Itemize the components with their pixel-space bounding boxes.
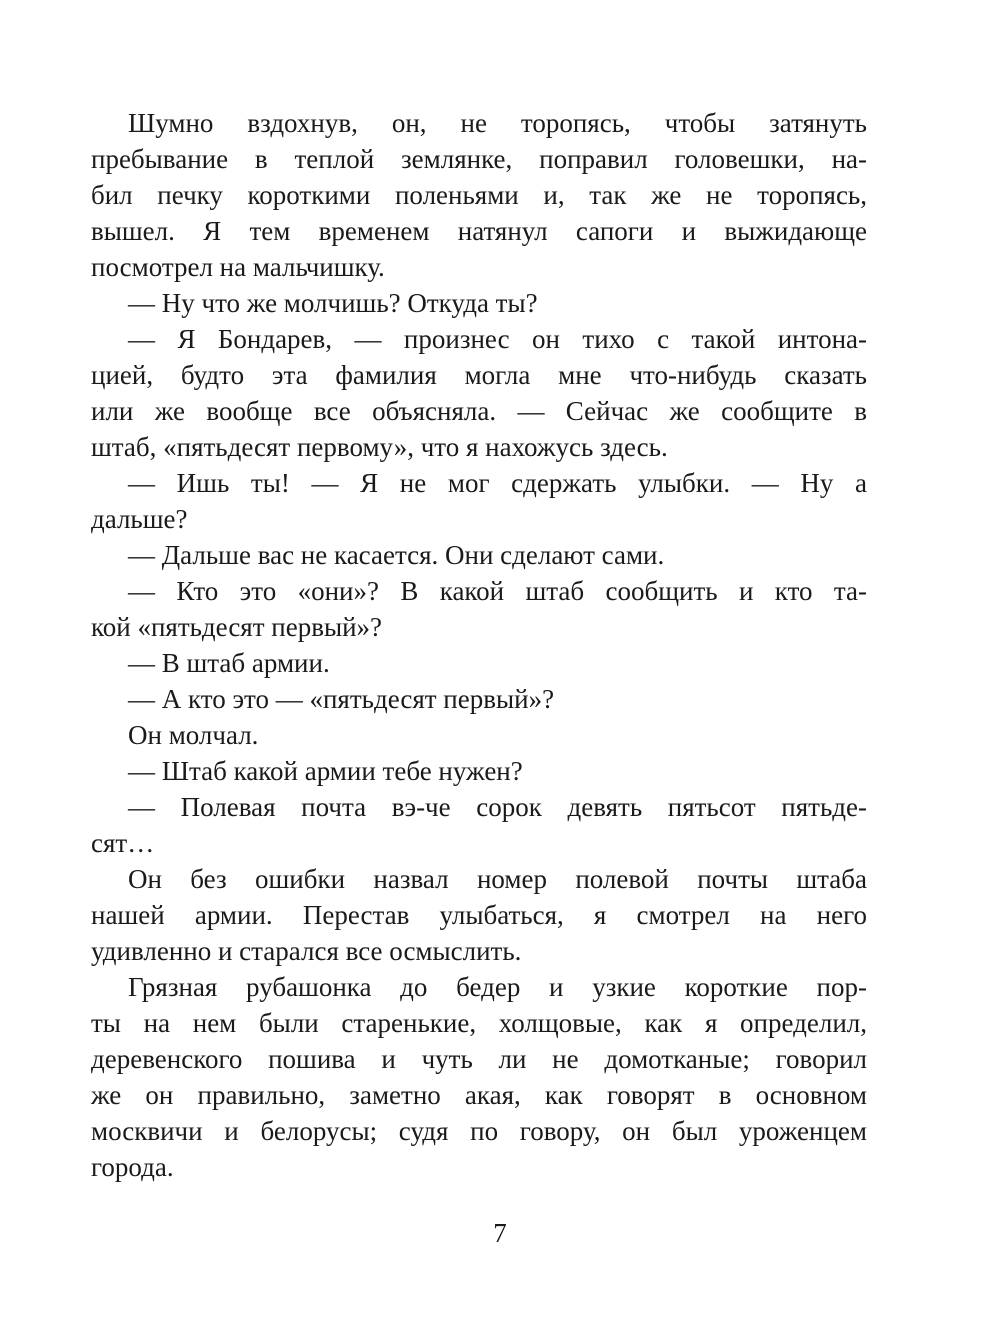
text-line: — В штаб армии. bbox=[128, 648, 330, 678]
text-line: — Кто это «они»? В какой штаб сообщить и кто та- bbox=[128, 576, 867, 606]
text-line: нашей армии. Перестав улыбаться, я смотрел на него bbox=[91, 900, 867, 930]
body-text bbox=[91, 105, 867, 1185]
text-line: дальше? bbox=[91, 504, 188, 534]
text-line: — Штаб какой армии тебе нужен? bbox=[128, 756, 523, 786]
text-line: москвичи и белорусы; судя по говору, он был уроженцем bbox=[91, 1116, 867, 1146]
text-line: Он без ошибки назвал номер полевой почты штаба bbox=[128, 864, 867, 894]
text-line: сят… bbox=[91, 828, 155, 858]
page-number: 7 bbox=[493, 1218, 507, 1248]
text-line: же он правильно, заметно акая, как говорят в основном bbox=[91, 1080, 867, 1110]
text-line: — А кто это — «пятьдесят первый»? bbox=[128, 684, 555, 714]
text-line: Грязная рубашонка до бедер и узкие короткие пор- bbox=[128, 972, 867, 1002]
text-line: города. bbox=[91, 1152, 174, 1182]
text-line: цией, будто эта фамилия могла мне что-нибудь сказать bbox=[91, 360, 867, 390]
text-line: ты на нем были старенькие, холщовые, как я определил, bbox=[91, 1008, 867, 1038]
text-line: посмотрел на мальчишку. bbox=[91, 252, 385, 282]
text-line: деревенского пошива и чуть ли не домотканые; говорил bbox=[91, 1044, 867, 1074]
text-line: — Я Бондарев, — произнес он тихо с такой интона- bbox=[128, 324, 867, 354]
text-line: кой «пятьдесят первый»? bbox=[91, 612, 383, 642]
text-line: Он молчал. bbox=[128, 720, 259, 750]
text-line: пребывание в теплой землянке, поправил головешки, на- bbox=[91, 144, 867, 174]
text-line: удивленно и старался все осмыслить. bbox=[91, 936, 522, 966]
text-line: — Ну что же молчишь? Откуда ты? bbox=[128, 288, 538, 318]
text-line: — Ишь ты! — Я не мог сдержать улыбки. — Ну а bbox=[128, 468, 867, 498]
text-line: или же вообще все объясняла. — Сейчас же сообщите в bbox=[91, 396, 867, 426]
text-line: Шумно вздохнув, он, не торопясь, чтобы затянуть bbox=[128, 108, 867, 138]
text-line: штаб, «пятьдесят первому», что я нахожусь здесь. bbox=[91, 432, 668, 462]
text-line: — Полевая почта вэ-че сорок девять пятьсот пятьде- bbox=[128, 792, 867, 822]
text-line: — Дальше вас не касается. Они сделают сами. bbox=[128, 540, 665, 570]
text-line: вышел. Я тем временем натянул сапоги и выжидающе bbox=[91, 216, 867, 246]
text-line: бил печку короткими поленьями и, так же не торопясь, bbox=[91, 180, 867, 210]
